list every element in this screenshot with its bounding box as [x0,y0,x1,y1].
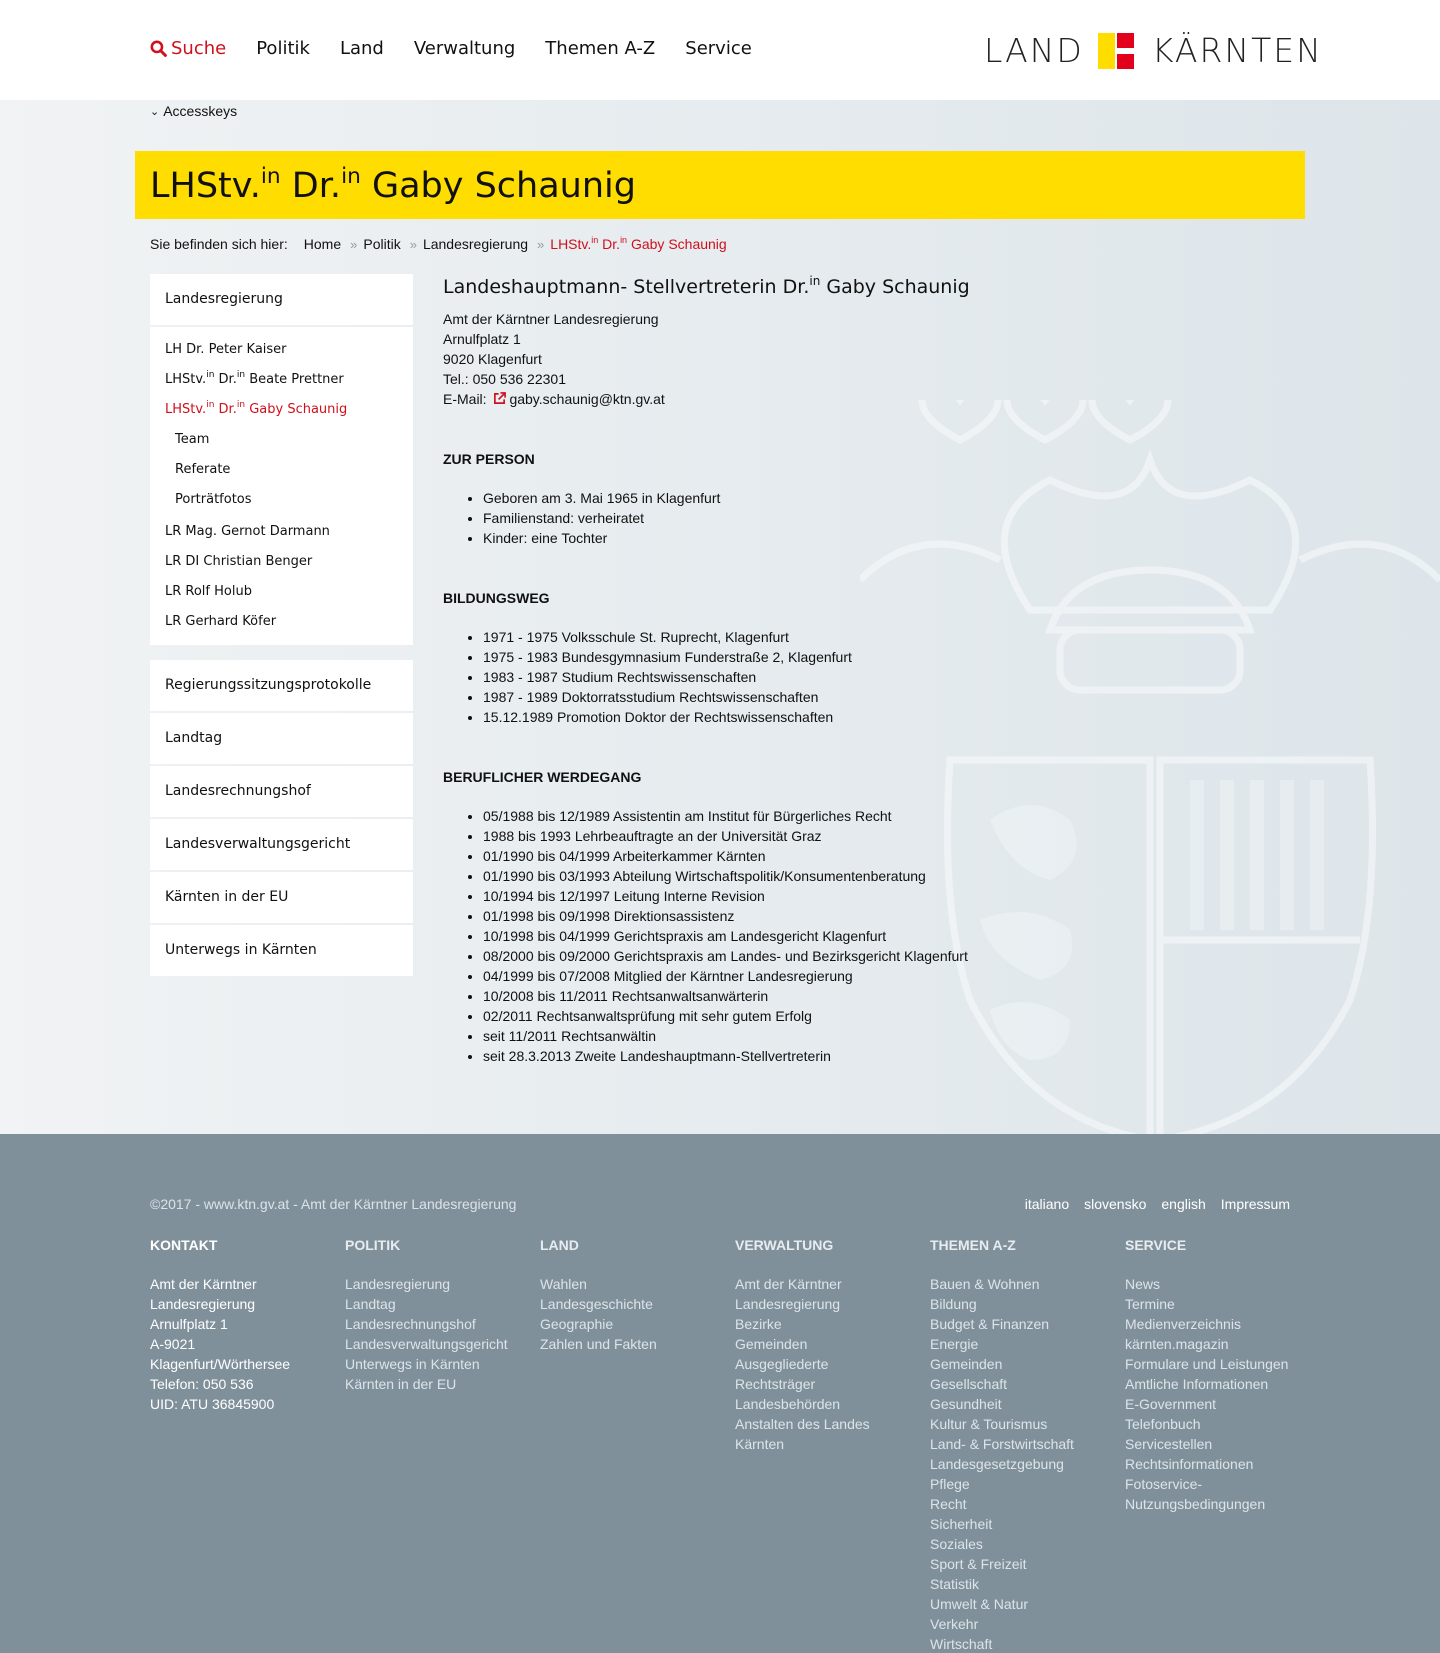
sidebar-item-landesregierung[interactable]: Landesregierung [150,274,413,325]
site-logo[interactable] [984,33,1323,69]
footer-column [1125,1235,1320,1653]
logo-mark-icon [1098,33,1134,69]
footer-column-title: SERVICE [1125,1237,1187,1253]
list-item: • 05/1988 bis 12/1989 Assistentin am Institut für Bürgerliches Recht [483,806,1203,826]
footer-link[interactable]: Umwelt & Natur [930,1596,1029,1612]
breadcrumb-politik[interactable]: Politik [363,236,401,252]
breadcrumb-landesregierung[interactable]: Landesregierung [422,236,529,252]
sidebar-item-schaunig[interactable] [150,395,413,425]
breadcrumb [150,236,727,252]
sb-part: Gaby Schaunig [245,402,348,417]
breadcrumb-current[interactable] [550,236,726,252]
footer-link[interactable]: Gemeinden [735,1336,808,1352]
footer-column-title: KONTAKT [150,1237,218,1253]
breadcrumb-separator-icon: » [537,236,545,252]
breadcrumb-separator-icon: » [409,236,417,252]
list-item: • 10/2008 bis 11/2011 Rechtsanwaltsanwärterin [483,986,1203,1006]
footer-column [150,1235,345,1653]
footer-link[interactable]: E-Government [1125,1396,1217,1412]
external-link-icon [493,392,506,405]
footer-link[interactable]: Gesundheit [930,1396,1002,1412]
footer-column [735,1235,930,1653]
sidebar-item-protokolle[interactable]: Regierungssitzungsprotokolle [150,660,413,711]
footer-link[interactable]: Verkehr [930,1616,979,1632]
footer-link[interactable]: Unterwegs in Kärnten [345,1356,480,1372]
section-heading: ZUR PERSON [443,451,535,467]
list-item: • 01/1998 bis 09/1998 Direktionsassistenz [483,906,1203,926]
breadcrumb-separator-icon: » [350,236,358,252]
nav-search[interactable] [150,38,226,59]
footer-link[interactable]: Landesbehörden [735,1396,841,1412]
sidebar [150,274,413,978]
list-item: • 10/1994 bis 12/1997 Leitung Interne Revision [483,886,1203,906]
nav-search-label: Suche [171,38,227,59]
chevron-down-icon: ⌄ [150,105,160,118]
lang-italiano[interactable]: italiano [1024,1196,1070,1212]
main-content [443,273,1203,1066]
footer-column-title: POLITIK [345,1237,401,1253]
footer-link[interactable]: Kärnten in der EU [345,1376,457,1392]
sb-part: LHStv. [165,372,207,387]
address-line: Arnulfplatz 1 [443,331,521,347]
sidebar-item-referate[interactable]: Referate [175,462,231,477]
section-list [443,488,1203,548]
footer-contact-line: Landesregierung [150,1296,256,1312]
sidebar-item-rechnungshof[interactable]: Landesrechnungshof [150,766,413,817]
breadcrumb-lead: Sie befinden sich hier: [150,236,288,252]
footer-link[interactable]: Energie [930,1336,979,1352]
sidebar-item-benger[interactable]: LR DI Christian Benger [165,554,313,569]
heading-part: Gaby Schaunig [820,276,970,298]
logo-word-kaernten: KÄRNTEN [1151,31,1323,70]
list-item: • 04/1999 bis 07/2008 Mitglied der Kärntner Landesregierung [483,966,1203,986]
footer-link[interactable]: Landesgeschichte [540,1296,653,1312]
footer-link[interactable]: Ausgegliederte [735,1356,829,1372]
sb-sup: in [206,370,215,381]
impressum-link[interactable]: Impressum [1220,1196,1290,1212]
footer-link[interactable]: Servicestellen [1125,1436,1213,1452]
footer-link[interactable]: Telefonbuch [1125,1416,1201,1432]
list-item: • 1971 - 1975 Volksschule St. Ruprecht, Klagenfurt [483,627,1203,647]
list-item: • 1975 - 1983 Bundesgymnasium Funderstraße 2, Klagenfurt [483,647,1203,667]
footer-link[interactable]: Kärnten [735,1436,785,1452]
list-item: • seit 11/2011 Rechtsanwältin [483,1026,1203,1046]
lang-english[interactable]: english [1161,1196,1206,1212]
footer-link[interactable]: Sport & Freizeit [930,1556,1027,1572]
bc-part: Dr. [598,236,621,252]
title-part: Dr. [280,166,342,206]
footer-link[interactable]: Bauen & Wohnen [930,1276,1040,1292]
sidebar-item-portraetfotos[interactable]: Porträtfotos [175,492,252,507]
title-part: Gaby Schaunig [360,166,636,206]
sb-sup: in [236,370,246,381]
sidebar-item-eu[interactable]: Kärnten in der EU [150,872,413,923]
footer-column-title: THEMEN A-Z [930,1237,1016,1253]
list-item: • Familienstand: verheiratet [483,508,1203,528]
list-item: • 1988 bis 1993 Lehrbeauftragte an der Universität Graz [483,826,1203,846]
section-list [443,627,1203,727]
footer-link[interactable]: Nutzungsbedingungen [1125,1496,1266,1512]
sidebar-item-kaiser[interactable]: LH Dr. Peter Kaiser [165,342,287,357]
address-block [443,309,1203,409]
search-icon [150,40,167,57]
footer-contact-line: Arnulfplatz 1 [150,1316,228,1332]
bc-sup: in [620,234,628,245]
footer-column [930,1235,1125,1653]
address-line: Amt der Kärntner Landesregierung [443,311,659,327]
email-line [443,389,1203,409]
footer-contact-line: Klagenfurt/Wörthersee [150,1356,291,1372]
nav-verwaltung[interactable]: Verwaltung [413,38,516,59]
section-heading: BERUFLICHER WERDEGANG [443,769,642,785]
footer-link[interactable]: Landesgesetzgebung [930,1456,1064,1472]
page-title [150,164,636,208]
address-line: 9020 Klagenfurt [443,351,542,367]
footer-column-title: LAND [540,1237,579,1253]
sb-part: Dr. [214,402,237,417]
bc-sup: in [591,234,599,245]
page-title-bar [135,151,1305,219]
sidebar-item-holub[interactable]: LR Rolf Holub [165,584,252,599]
email-label: E-Mail: [443,391,487,407]
list-item: • 1983 - 1987 Studium Rechtswissenschaften [483,667,1203,687]
footer-column-title: VERWALTUNG [735,1237,834,1253]
footer-link[interactable]: Pflege [930,1476,970,1492]
footer-link[interactable]: Fotoservice- [1125,1476,1203,1492]
footer-link[interactable]: Gemeinden [930,1356,1003,1372]
footer-link[interactable]: Medienverzeichnis [1125,1316,1241,1332]
footer-link[interactable]: Landesregierung [735,1296,841,1312]
footer-column [540,1235,735,1653]
sb-part: LHStv. [165,402,207,417]
footer-contact-line: Amt der Kärntner [150,1276,257,1292]
footer-contact-line: Telefon: 050 536 [150,1376,254,1392]
sb-sup: in [236,400,246,411]
footer-link[interactable]: Rechtsinformationen [1125,1456,1254,1472]
site-footer [0,1134,1440,1653]
list-item: • 10/1998 bis 04/1999 Gerichtspraxis am Landesgericht Klagenfurt [483,926,1203,946]
footer-link[interactable]: Landesregierung [345,1276,451,1292]
footer-link[interactable]: News [1125,1276,1161,1292]
footer-contact-line: UID: ATU 36845900 [150,1396,275,1412]
sidebar-submenu [150,327,413,645]
title-sup: in [260,164,281,190]
email-link[interactable]: gaby.schaunig@ktn.gv.at [509,391,665,407]
sidebar-item-darmann[interactable]: LR Mag. Gernot Darmann [165,524,330,539]
content-sections [443,449,1203,1066]
list-item: • seit 28.3.2013 Zweite Landeshauptmann-Stellvertreterin [483,1046,1203,1066]
address-line: Tel.: 050 536 22301 [443,371,566,387]
footer-link[interactable]: Gesellschaft [930,1376,1008,1392]
heading-part: Landeshauptmann- Stellvertreterin Dr. [443,276,810,298]
footer-link[interactable]: Formulare und Leistungen [1125,1356,1289,1372]
footer-link[interactable]: Landtag [345,1296,396,1312]
footer-link[interactable]: Landesrechnungshof [345,1316,476,1332]
title-sup: in [341,164,361,190]
accesskeys-label: Accesskeys [163,103,238,119]
list-item: • 01/1990 bis 04/1999 Arbeiterkammer Kärnten [483,846,1203,866]
footer-columns [150,1235,1320,1653]
list-item: • 1987 - 1989 Doktorratsstudium Rechtswissenschaften [483,687,1203,707]
footer-link[interactable]: Sicherheit [930,1516,993,1532]
footer-link[interactable]: Zahlen und Fakten [540,1336,657,1352]
section-heading: BILDUNGSWEG [443,590,550,606]
main-nav [150,38,782,59]
sb-part: Beate Prettner [245,372,344,387]
copyright: ©2017 - www.ktn.gv.at - Amt der Kärntner Landesregierung [150,1196,517,1212]
footer-link[interactable]: Termine [1125,1296,1175,1312]
footer-link[interactable]: Landesverwaltungsgericht [345,1336,508,1352]
sidebar-item-team[interactable]: Team [175,432,210,447]
nav-land[interactable]: Land [339,38,384,59]
footer-link[interactable]: kärnten.magazin [1125,1336,1229,1352]
bc-part: LHStv. [550,236,592,252]
site-header [0,0,1440,100]
sidebar-item-koefer[interactable]: LR Gerhard Köfer [165,614,277,629]
sidebar-item-unterwegs[interactable]: Unterwegs in Kärnten [150,925,413,976]
accesskeys-toggle[interactable] [150,103,237,119]
bc-part: Gaby Schaunig [627,236,727,252]
nav-politik[interactable]: Politik [256,38,310,59]
sidebar-item-landtag[interactable]: Landtag [150,713,413,764]
footer-column [345,1235,540,1653]
footer-link[interactable]: Geographie [540,1316,614,1332]
list-item: • Kinder: eine Tochter [483,528,1203,548]
sb-part: Dr. [214,372,237,387]
nav-service[interactable]: Service [685,38,752,59]
footer-link[interactable]: Kultur & Tourismus [930,1416,1048,1432]
sb-sup: in [206,400,215,411]
footer-link[interactable]: Land- & Forstwirtschaft [930,1436,1074,1452]
footer-link[interactable]: Bezirke [735,1316,782,1332]
footer-link[interactable]: Statistik [930,1576,980,1592]
heading-sup: in [809,274,821,289]
footer-link[interactable]: Soziales [930,1536,983,1552]
list-item: • 01/1990 bis 03/1993 Abteilung Wirtschaftspolitik/Konsumentenberatung [483,866,1203,886]
footer-contact-line: A-9021 [150,1336,196,1352]
footer-link[interactable]: Amt der Kärntner [735,1276,842,1292]
lang-slovensko[interactable]: slovensko [1084,1196,1147,1212]
footer-link[interactable]: Amtliche Informationen [1125,1376,1269,1392]
footer-link[interactable]: Bildung [930,1296,977,1312]
footer-lang-links [1010,1196,1290,1212]
list-item: • Geboren am 3. Mai 1965 in Klagenfurt [483,488,1203,508]
nav-themen[interactable]: Themen A-Z [545,38,656,59]
logo-word-land: LAND [984,31,1084,70]
sidebar-item-verwaltungsgericht[interactable]: Landesverwaltungsgericht [150,819,413,870]
footer-link[interactable]: Recht [930,1496,967,1512]
title-part: LHStv. [150,166,261,206]
footer-link[interactable]: Rechtsträger [735,1376,816,1392]
breadcrumb-home[interactable]: Home [303,236,342,252]
content-heading [443,273,1203,301]
footer-link[interactable]: Wahlen [540,1276,587,1292]
footer-link[interactable]: Budget & Finanzen [930,1316,1050,1332]
section-list [443,806,1203,1066]
sidebar-item-prettner[interactable] [150,365,413,395]
list-item: • 08/2000 bis 09/2000 Gerichtspraxis am Landes- und Bezirksgericht Klagenfurt [483,946,1203,966]
list-item: • 02/2011 Rechtsanwaltsprüfung mit sehr gutem Erfolg [483,1006,1203,1026]
footer-link[interactable]: Wirtschaft [930,1636,993,1652]
list-item: • 15.12.1989 Promotion Doktor der Rechtswissenschaften [483,707,1203,727]
footer-link[interactable]: Anstalten des Landes [735,1416,870,1432]
